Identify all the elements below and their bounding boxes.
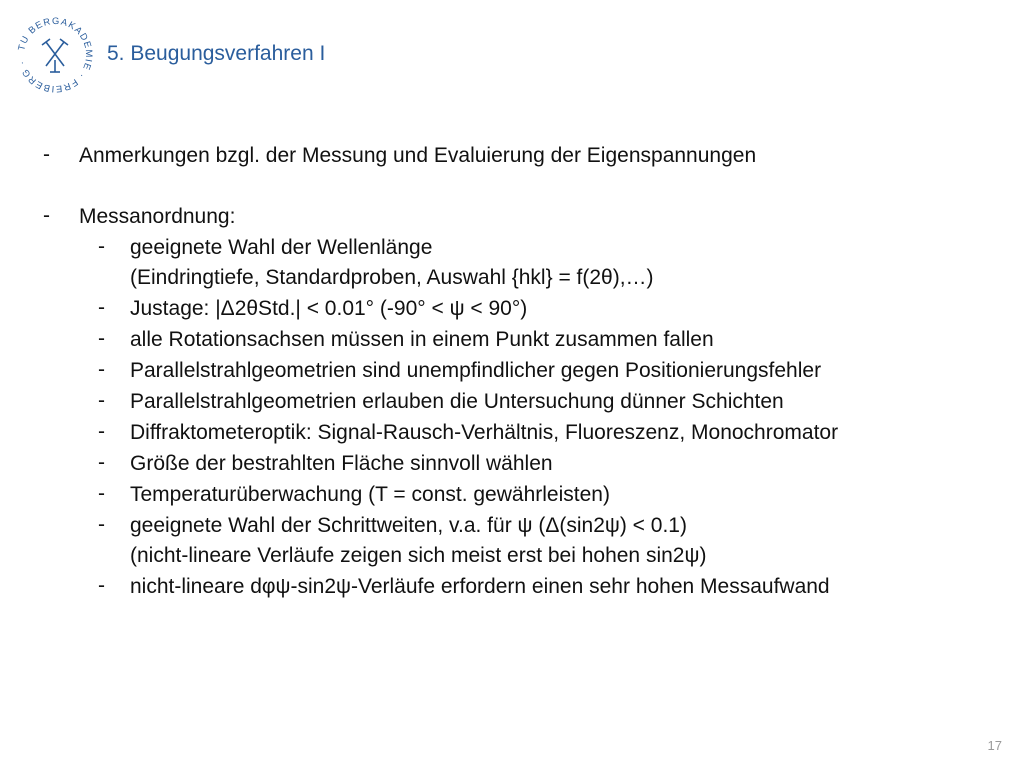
sub-bullet-diffractometer-optics: Diffraktometeroptik: Signal-Rausch-Verhältnis, Fluoreszenz, Monochromator xyxy=(130,421,839,444)
sub-bullet-rotation-axes: alle Rotationsachsen müssen in einem Punkt zusammen fallen xyxy=(130,328,714,351)
sub-bullet-nonlinear-effort: nicht-lineare dφψ-sin2ψ-Verläufe erfordern einen sehr hohen Messaufwand xyxy=(130,575,830,598)
sub-bullet-dash: - xyxy=(98,513,105,536)
sub-bullet-dash: - xyxy=(98,389,105,412)
sub-bullet-parallel-beam-thin-films: Parallelstrahlgeometrien erlauben die Untersuchung dünner Schichten xyxy=(130,390,784,413)
sub-bullet-dash: - xyxy=(98,420,105,443)
sub-bullet-step-width: geeignete Wahl der Schrittweiten, v.a. für ψ (Δ(sin2ψ) < 0.1) xyxy=(130,514,687,537)
sub-bullet-dash: - xyxy=(98,451,105,474)
bullet-measurement-setup: Messanordnung: xyxy=(79,205,236,228)
sub-bullet-dash: - xyxy=(98,574,105,597)
sub-bullet-alignment: Justage: |Δ2θStd.| < 0.01° (-90° < ψ < 90°) xyxy=(130,297,528,320)
sub-bullet-parallel-beam-positioning: Parallelstrahlgeometrien sind unempfindlicher gegen Positionierungsfehler xyxy=(130,359,822,382)
sub-bullet-dash: - xyxy=(98,482,105,505)
sub-bullet-temperature: Temperaturüberwachung (T = const. gewährleisten) xyxy=(130,483,610,506)
sub-bullet-dash: - xyxy=(98,235,105,258)
slide-title: 5. Beugungsverfahren I xyxy=(107,42,326,65)
sub-bullet-wavelength: geeignete Wahl der Wellenlänge xyxy=(130,236,433,259)
sub-bullet-dash: - xyxy=(98,327,105,350)
logo-ring-text: TU BERGAKADEMIE · FREIBERG · xyxy=(15,14,96,96)
bullet-measurement-remarks: Anmerkungen bzgl. der Messung und Evaluierung der Eigenspannungen xyxy=(79,144,757,167)
sub-bullet-step-width-detail: (nicht-lineare Verläufe zeigen sich meist erst bei hohen sin2ψ) xyxy=(130,544,707,567)
bullet-dash: - xyxy=(43,204,50,227)
sub-bullet-wavelength-detail: (Eindringtiefe, Standardproben, Auswahl {hkl} = f(2θ),…) xyxy=(130,266,654,289)
sub-bullet-irradiated-area: Größe der bestrahlten Fläche sinnvoll wählen xyxy=(130,452,553,475)
page-number: 17 xyxy=(987,738,1002,753)
sub-bullet-dash: - xyxy=(98,296,105,319)
bullet-dash: - xyxy=(43,143,50,166)
sub-bullet-dash: - xyxy=(98,358,105,381)
